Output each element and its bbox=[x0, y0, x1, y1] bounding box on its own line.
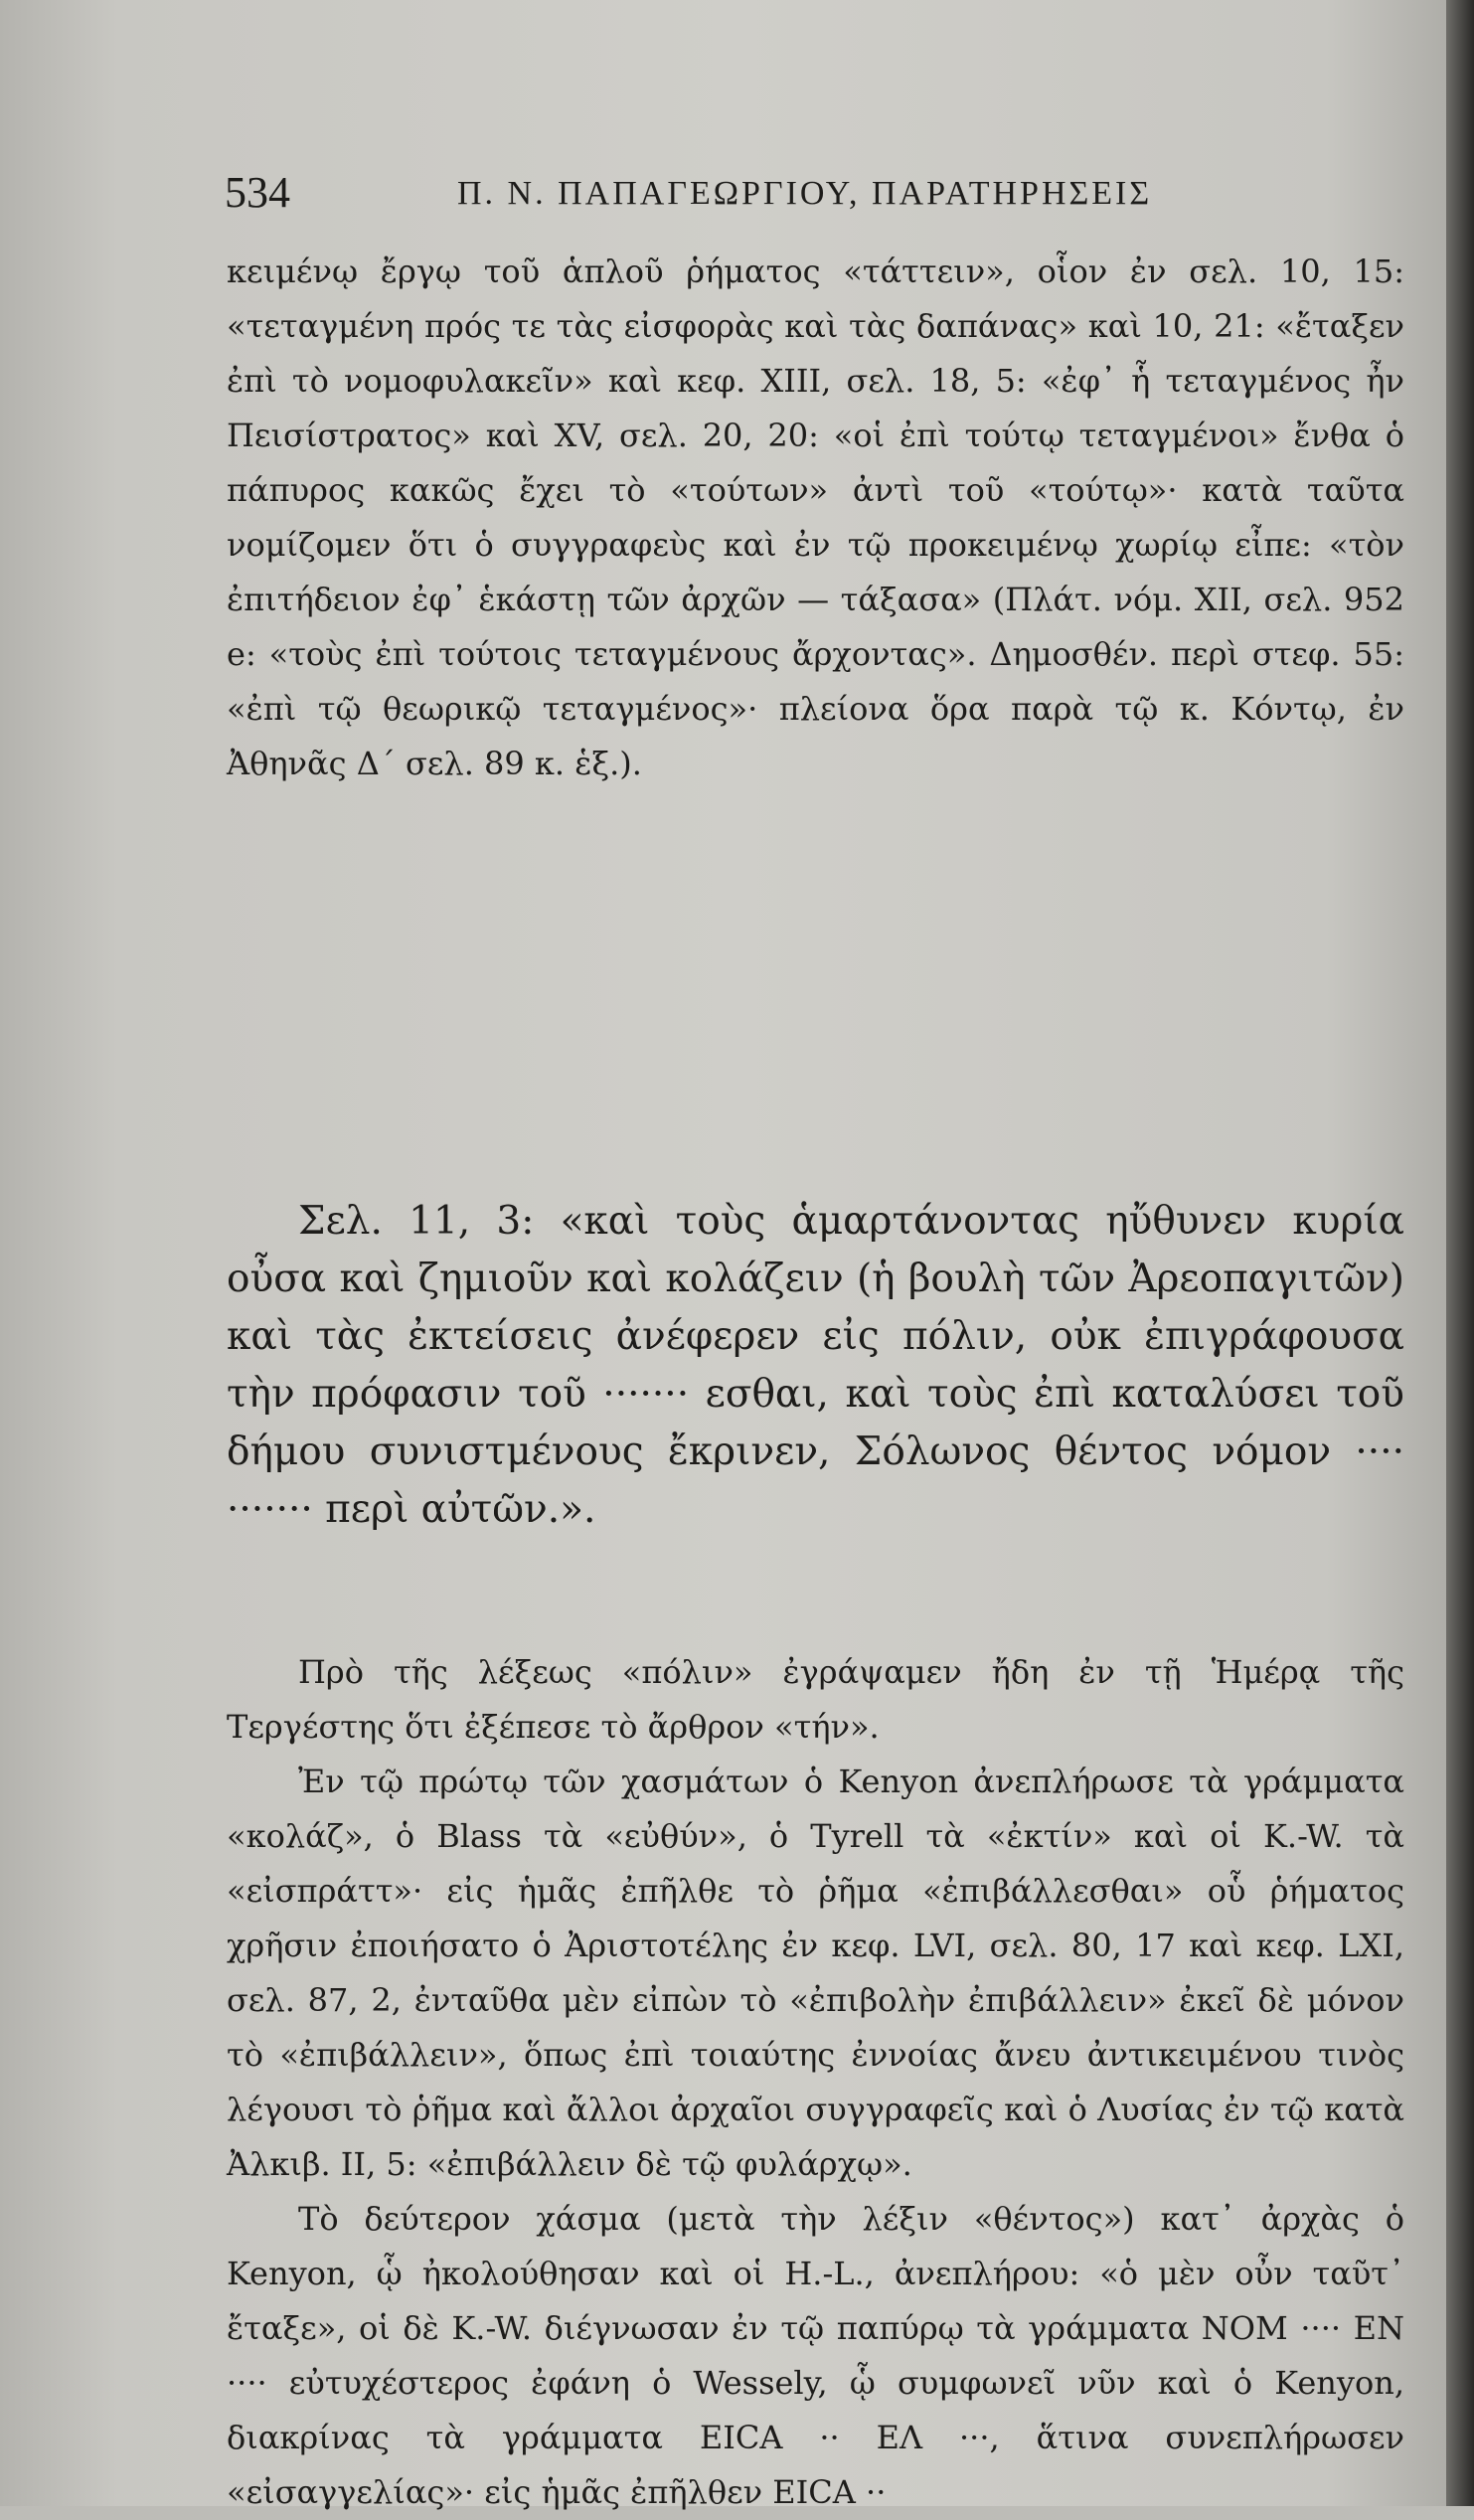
note-paragraph: κειμένῳ ἔργῳ τοῦ ἁπλοῦ ῥήματος «τάττειν», οἷον ἐν σελ. 10, 15: «τεταγμένη πρός τε τὰς εἰσφορὰς καὶ τὰς δαπάνας» καὶ 10, 21: «ἔταξεν ἐπὶ τὸ νομοφυλακεῖν» καὶ κεφ. XIII, σελ. 18, 5: «ἐφ᾽ ἧ τεταγμένος ἦν Πεισίστρατος» καὶ XV, σελ. 20, 20: «οἱ ἐπὶ τούτῳ τεταγμένοι» ἔνθα ὁ πάπυρος κακῶς ἔχει τὸ «τούτων» ἀντὶ τοῦ «τούτῳ»· κατὰ ταῦτα νομίζομεν ὅτι ὁ συγγραφεὺς καὶ ἐν τῷ προκειμένῳ χωρίῳ εἶπε: «τὸν ἐπιτήδειον ἐφ᾽ ἑκάστῃ τῶν ἀρχῶν — τάξασα» (Πλάτ. νόμ. XII, σελ. 952 e: «τοὺς ἐπὶ τούτοις τεταγμένους ἄρχοντας». Δημοσθέν. περὶ στεφ. 55: «ἐπὶ τῷ θεωρικῷ τεταγμένος»· πλείονα ὅρα παρὰ τῷ κ. Κόντῳ, ἐν Ἀθηνᾶς Δ΄ σελ. 89 κ. ἑξ.). bbox=[227, 252, 1404, 782]
note-block bbox=[227, 245, 1404, 791]
book-spine-shadow bbox=[1446, 0, 1474, 2506]
page-number: 534 bbox=[225, 168, 290, 217]
commentary-paragraph: Πρὸ τῆς λέξεως «πόλιν» ἐγράψαμεν ἤδη ἐν τῇ Ἡμέρᾳ τῆς Τεργέστης ὅτι ἐξέπεσε τὸ ἄρθρον «τήν». bbox=[227, 1653, 1404, 1746]
quoted-text-paragraph: Σελ. 11, 3: «καὶ τοὺς ἁμαρτάνοντας ηὔθυνεν κυρία οὖσα καὶ ζημιοῦν καὶ κολάζειν (ἡ βουλὴ τῶν Ἀρεοπαγιτῶν) καὶ τὰς ἐκτείσεις ἀνέφερεν εἰς πόλιν, οὐκ ἐπιγράφουσα τὴν πρόφασιν τοῦ ······· εσθαι, καὶ τοὺς ἐπὶ καταλύσει τοῦ δήμου συνιστμένους ἔκρινεν, Σόλωνος θέντος νόμον ···· ······· περὶ αὐτῶν.». bbox=[227, 1199, 1404, 1532]
commentary-paragraph: Ἐν τῷ πρώτῳ τῶν χασμάτων ὁ Kenyon ἀνεπλήρωσε τὰ γράμματα «κολάζ», ὁ Blass τὰ «εὐθύν», ὁ Tyrell τὰ «ἐκτίν» καὶ οἱ K.-W. τὰ «εἰσπράττ»· εἰς ἡμᾶς ἐπῆλθε τὸ ῥῆμα «ἐπιβάλλεσθαι» οὗ ῥήματος χρῆσιν ἐποιήσατο ὁ Ἀριστοτέλης ἐν κεφ. LVI, σελ. 80, 17 καὶ κεφ. LXI, σελ. 87, 2, ἐνταῦθα μὲν εἰπὼν τὸ «ἐπιβολὴν ἐπιβάλλειν» ἐκεῖ δὲ μόνον τὸ «ἐπιβάλλειν», ὅπως ἐπὶ τοιαύτης ἐννοίας ἄνευ ἀντικειμένου τινὸς λέγουσι τὸ ῥῆμα καὶ ἄλλοι ἀρχαῖοι συγγραφεῖς καὶ ὁ Λυσίας ἐν τῷ κατὰ Ἀλκιβ. II, 5: «ἐπιβάλλειν δὲ τῷ φυλάρχῳ». bbox=[227, 1763, 1404, 2183]
quoted-text-block bbox=[227, 1193, 1404, 1539]
running-head: Π. Ν. ΠΑΠΑΓΕΩΡΓΙΟΥ, ΠΑΡΑΤΗΡΗΣΕΙΣ bbox=[457, 175, 1153, 212]
commentary-block bbox=[227, 1645, 1404, 2520]
page-header bbox=[209, 167, 1431, 227]
commentary-paragraph: Τὸ δεύτερον χάσμα (μετὰ τὴν λέξιν «θέντος») κατ᾽ ἀρχὰς ὁ Kenyon, ᾧ ἠκολούθησαν καὶ οἱ H.-L., ἀνεπλήρου: «ὁ μὲν οὖν ταῦτ᾽ ἔταξε», οἱ δὲ K.-W. διέγνωσαν ἐν τῷ παπύρῳ τὰ γράμματα ΝΟΜ ···· ΕΝ ···· εὐτυχέστερος ἐφάνη ὁ Wessely, ᾧ συμφωνεῖ νῦν καὶ ὁ Kenyon, διακρίνας τὰ γράμματα ΕΙCΑ ·· ΕΛ ···, ἅτινα συνεπλήρωσεν «εἰσαγγελίας»· εἰς ἡμᾶς ἐπῆλθεν ΕΙCΑ ·· bbox=[227, 2200, 1404, 2511]
